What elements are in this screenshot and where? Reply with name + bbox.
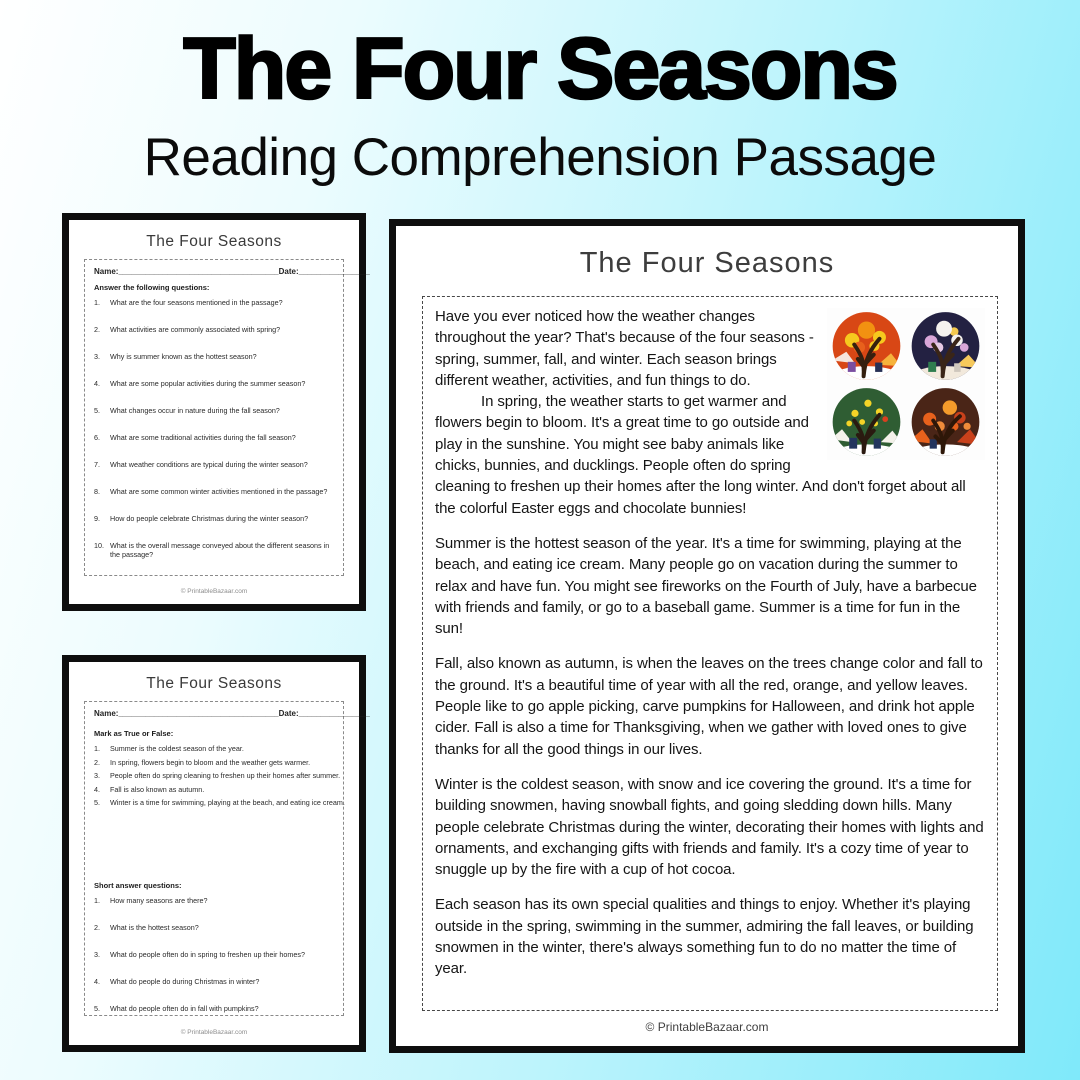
worksheet2-content-box [84,701,370,1016]
name-date-row [94,709,370,718]
date-field: Date:________________ [278,709,370,718]
short-answer-heading: Short answer questions: [94,880,182,890]
worksheet2-title: The Four Seasons [146,675,282,692]
questions-worksheet-page [62,213,370,611]
list-item: What do people often do in fall with pumpkins? [110,1003,259,1013]
passage-content-box [422,296,998,1011]
list-item: What is the overall message conveyed about the different seasons in the passage? [110,541,330,560]
winter-night-tree-icon [908,310,983,382]
list-item: What is the hottest season? [110,922,199,932]
list-item: Fall is also known as autumn. [110,784,205,794]
page-title: The Four Seasons [183,21,897,117]
true-false-heading: Mark as True or False: [94,729,174,738]
true-false-worksheet-page [62,655,370,1052]
fall-tree-icon [829,310,904,382]
list-item: What changes occur in nature during the fall season? [110,406,280,415]
questions-heading: Answer the following questions: [94,283,210,292]
page-subtitle: Reading Comprehension Passage [143,128,937,187]
passage-title: The Four Seasons [579,247,835,279]
list-item: What are some traditional activities during the fall season? [110,433,296,442]
name-date-row [94,267,370,276]
true-false-list [94,744,345,807]
list-item: People often do spring cleaning to freshen up their homes after summer. [110,771,341,780]
questions-list [94,298,334,560]
worksheet1-content-box [84,259,370,576]
list-item: What are some common winter activities mentioned in the passage? [110,487,328,496]
passage-paragraph: Have you ever noticed how the weather changes throughout the year? That's because of the four seasons - spring, summer, fall, and winter. Each season brings different weather, activities, and fun things to do. [435,308,814,389]
copyright-footer: © PrintableBazaar.com [180,1029,248,1036]
passage-paragraph: Summer is the hottest season of the year. It's a time for swimming, playing at the beach, and eating ice cream. Many people go on vacation during the summer to relax and have fun. You might see fireworks on the Fourth of July, have a barbecue with friends and family, or go to a baseball game. Summer is a time for fun in the sun! [435,534,977,638]
four-seasons-trees-illustration [827,308,985,460]
short-answer-list [94,896,334,1013]
summer-tree-icon [829,386,904,458]
list-item: Summer is the coldest season of the year. [110,744,244,753]
worksheet1-title: The Four Seasons [146,233,282,250]
list-item: Winter is a time for swimming, playing at the beach, and eating ice cream. [110,798,345,807]
list-item: What do people do during Christmas in winter? [110,976,260,986]
list-item: What are the four seasons mentioned in the passage? [110,298,283,307]
passage-paragraph: Fall, also known as autumn, is when the leaves on the trees change color and fall to the ground. It's a beautiful time of year with all the red, orange, and yellow leaves. People like to go apple picking, carve pumpkins for Halloween, and drink hot apple cider. Fall is also a time for Thanksgiving, when we gather with loved ones to give thanks for all the good things in our lives. [435,655,983,758]
list-item: In spring, flowers begin to bloom and the weather gets warmer. [110,757,311,767]
name-field: Name:____________________________________ [94,709,279,718]
date-field: Date:________________ [278,267,370,276]
passage-paragraph: In spring, the weather starts to get warmer and flowers begin to bloom. It's a great time to go outside and play in the sunshine. You might see baby animals like chicks, bunnies, and ducklings. People often do spring cleaning to freshen up their homes after the long winter. And don't forget about all the colorful Easter eggs and chocolate bunnies! [435,393,966,517]
passage-paragraph: Each season has its own special qualities and things to enjoy. Whether it's playing outside in the spring, swimming in the summer, admiring the fall leaves, or building snowmen in the winter, there's always something fun to do no matter the time of year. [435,896,974,978]
list-item: How do people celebrate Christmas during the winter season? [110,514,309,523]
copyright-footer: © PrintableBazaar.com [180,588,248,595]
list-item: What do people often do in spring to freshen up their homes? [110,949,305,959]
copyright-footer: © PrintableBazaar.com [645,1020,769,1034]
passage-page [389,219,1025,1053]
blank-answer-space [94,812,334,874]
list-item: What weather conditions are typical during the winter season? [110,460,308,469]
list-item: What are some popular activities during the summer season? [110,379,306,388]
list-item: How many seasons are there? [110,895,208,905]
autumn-night-tree-icon [908,386,983,458]
list-item: What activities are commonly associated with spring? [110,325,281,334]
name-field: Name:____________________________________ [94,267,279,276]
passage-paragraph: Winter is the coldest season, with snow and ice covering the ground. It's a time for building snowmen, having snowball fights, and going sledding down hills. Many people celebrate Christmas during the winter, decorating their homes with lights and ornaments, and exchanging gifts with friends and family. It's a cozy time of year to snuggle up by the fire with a cup of hot cocoa. [435,775,984,879]
list-item: Why is summer known as the hottest season? [110,352,257,361]
